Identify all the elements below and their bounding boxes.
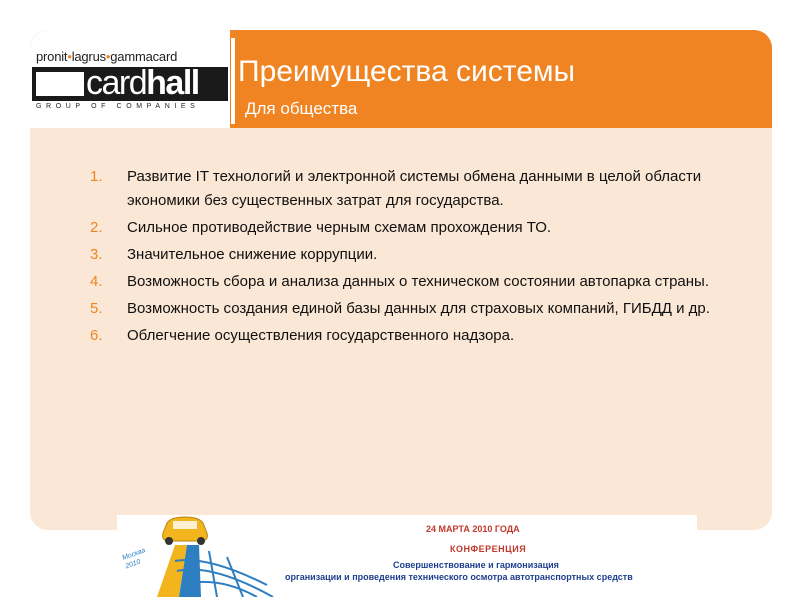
- logo-white-block: [36, 72, 84, 96]
- item-text: Возможность сбора и анализа данных о техническом состоянии автопарка страны.: [127, 273, 709, 290]
- item-number: 6.: [90, 327, 103, 344]
- emblem-caption: Москва 2010: [121, 547, 147, 571]
- company-logo: [30, 30, 230, 128]
- conference-title-line2: организации и проведения технического осмотра автотранспортных средств: [285, 572, 633, 582]
- conference-label: КОНФЕРЕНЦИЯ: [450, 544, 527, 554]
- conference-date: 24 МАРТА 2010 ГОДА: [426, 524, 520, 534]
- logo-wordmark: cardhall: [86, 64, 199, 102]
- item-number: 3.: [90, 246, 103, 263]
- header-bar: [30, 30, 772, 128]
- slide-title: Преимущества системы: [238, 55, 576, 88]
- slide: [30, 30, 772, 530]
- item-text: Сильное противодействие черным схемам прохождения ТО.: [127, 219, 552, 236]
- item-number: 5.: [90, 300, 103, 317]
- slide-subtitle: Для общества: [245, 99, 358, 118]
- conference-banner: [117, 515, 697, 597]
- list-item: [60, 297, 760, 321]
- item-number: 1.: [90, 168, 103, 185]
- list-item: [60, 216, 760, 240]
- item-number: 4.: [90, 273, 103, 290]
- benefits-list: [60, 165, 760, 351]
- logo-tagline: GROUP OF COMPANIES: [36, 103, 200, 110]
- list-item: [60, 324, 760, 348]
- list-item: [60, 165, 760, 213]
- item-text: Развитие IT технологий и электронной системы обмена данными в целой области экономики без существенных затрат для государства.: [127, 168, 702, 209]
- list-item: [60, 243, 760, 267]
- item-text: Возможность создания единой базы данных для страховых компаний, ГИБДД и др.: [127, 300, 710, 317]
- list-item: [60, 270, 760, 294]
- item-text: Значительное снижение коррупции.: [127, 246, 378, 263]
- header-divider: [231, 38, 235, 124]
- item-text: Облегчение осуществления государственного надзора.: [127, 327, 515, 344]
- item-number: 2.: [90, 219, 103, 236]
- conference-title-line1: Совершенствование и гармонизация: [393, 560, 559, 570]
- logo-brands: pronit•lagrus•gammacard: [36, 49, 178, 64]
